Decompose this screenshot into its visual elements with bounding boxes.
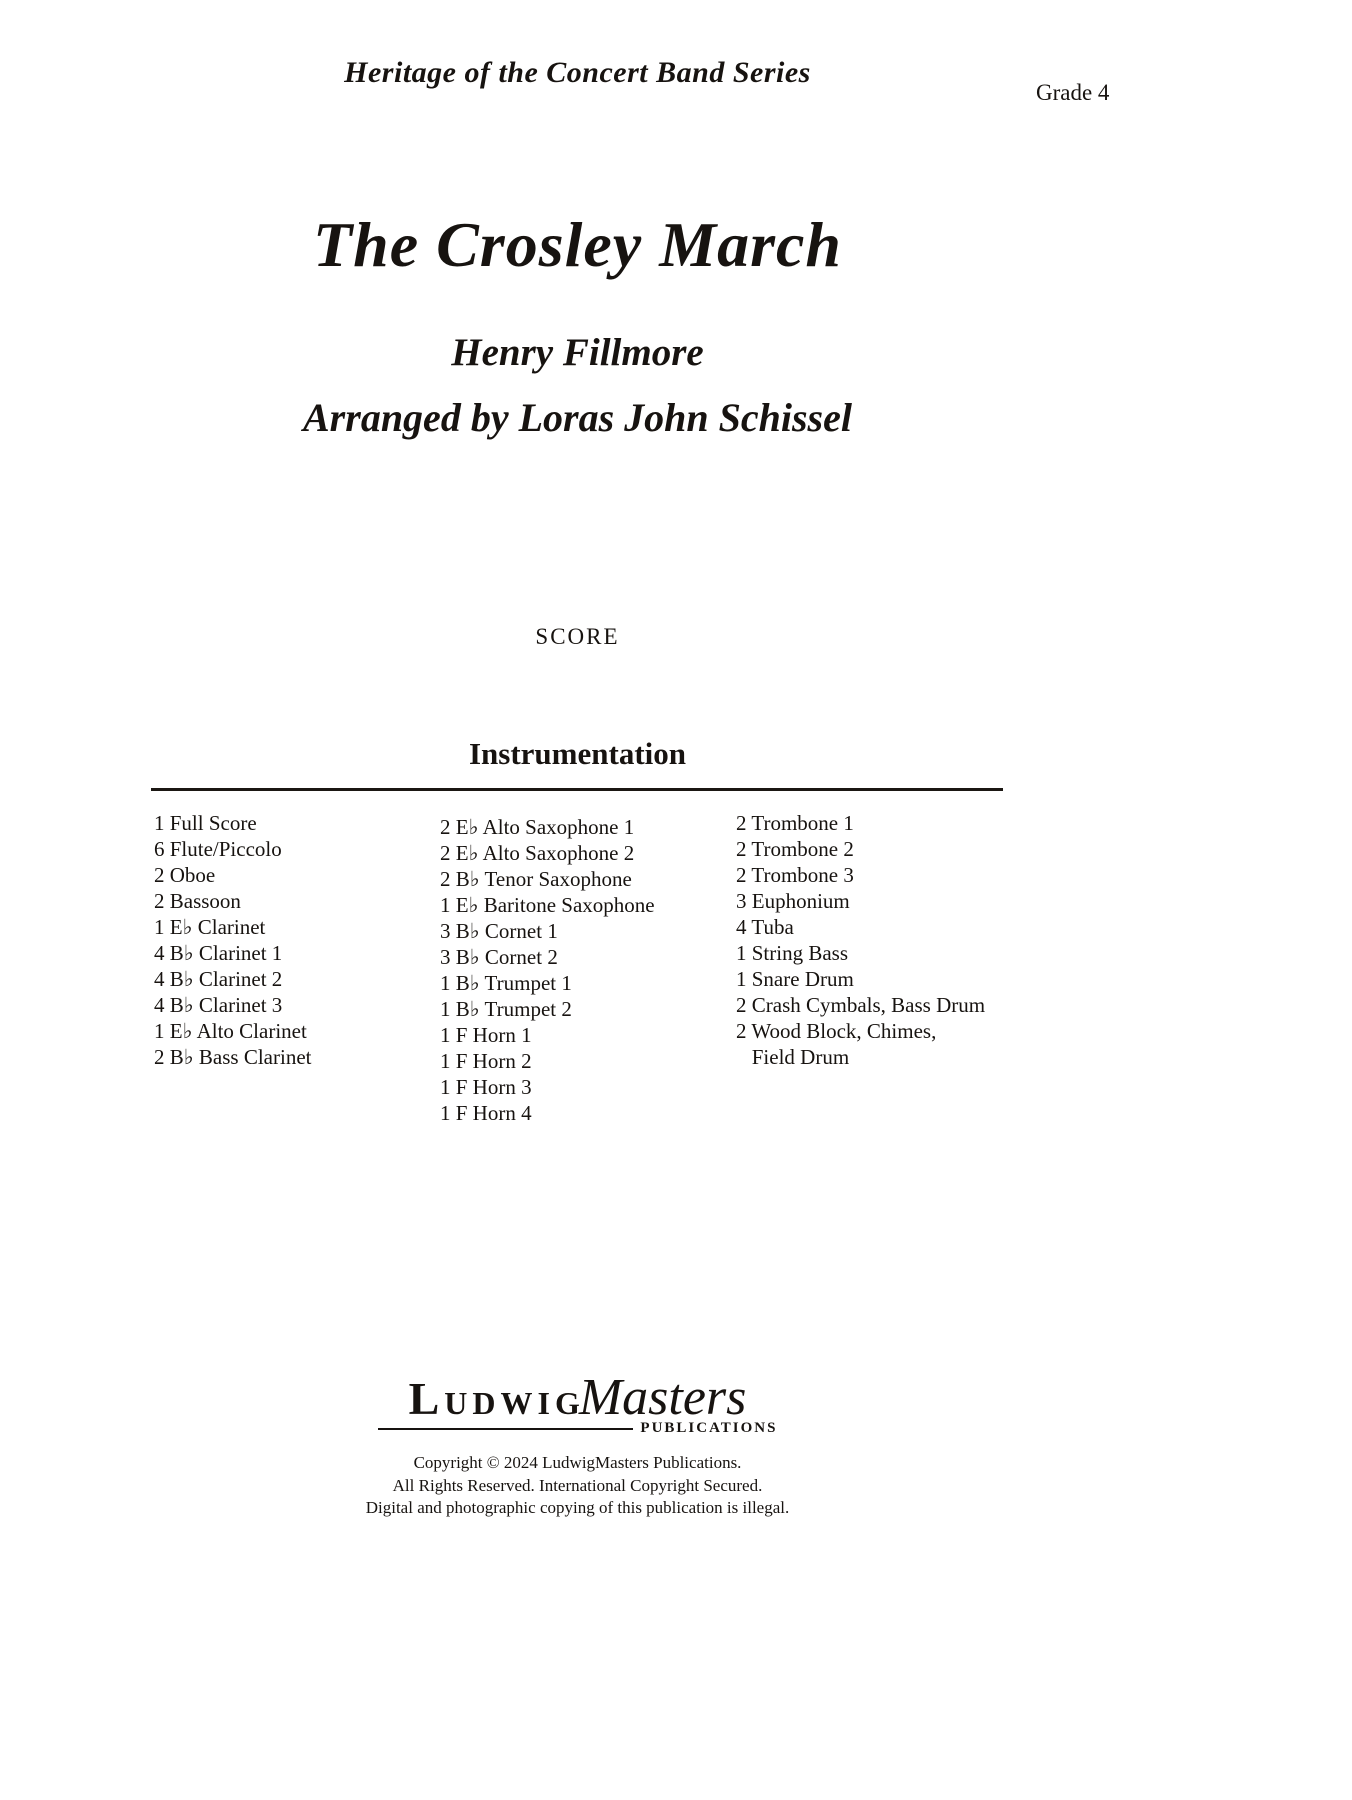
grade-label: Grade 4 — [1036, 80, 1110, 105]
arranger-credit: Arranged by Loras John Schissel — [303, 395, 852, 440]
instrument-line: 1 Snare Drum — [736, 967, 854, 991]
publisher-logo — [150, 1369, 1005, 1437]
instrument-line: 1 Full Score — [154, 811, 257, 835]
piece-title: The Crosley March — [313, 209, 842, 280]
instrument-line: 6 Flute/Piccolo — [154, 837, 282, 861]
instrument-line: 2 Bassoon — [154, 889, 241, 913]
publications-label: PUBLICATIONS — [640, 1420, 778, 1436]
instrument-line: 2 B♭ Tenor Saxophone — [440, 867, 632, 891]
instrument-line: 2 E♭ Alto Saxophone 2 — [440, 841, 635, 865]
publisher-wordmark — [408, 1369, 747, 1426]
instrument-line: 2 Trombone 3 — [736, 863, 854, 887]
instrument-line: 1 E♭ Baritone Saxophone — [440, 893, 655, 917]
copyright-line-1: Copyright © 2024 LudwigMasters Publications. — [413, 1453, 742, 1472]
instrument-line: 4 Tuba — [736, 915, 794, 939]
instrumentation-column-2 — [440, 810, 736, 1126]
instrument-line: 1 F Horn 2 — [440, 1049, 532, 1073]
instrument-line: Field Drum — [736, 1045, 850, 1069]
instrument-line: 1 F Horn 4 — [440, 1101, 532, 1125]
instrument-line: 1 E♭ Alto Clarinet — [154, 1019, 307, 1043]
instrumentation-heading: Instrumentation — [468, 736, 686, 771]
instrument-line: 2 Trombone 2 — [736, 837, 854, 861]
instrument-line: 1 String Bass — [736, 941, 849, 965]
instrument-line: 2 Trombone 1 — [736, 811, 854, 835]
instrumentation-divider-rule — [151, 788, 1003, 791]
instrument-line: 2 E♭ Alto Saxophone 1 — [440, 815, 635, 839]
logo-rule — [378, 1428, 634, 1430]
instrument-line: 3 B♭ Cornet 2 — [440, 945, 558, 969]
instrument-line: 4 B♭ Clarinet 3 — [154, 993, 283, 1017]
logo-masters-text: Masters — [578, 1369, 747, 1426]
instrument-line: 3 B♭ Cornet 1 — [440, 919, 558, 943]
instrumentation-column-1 — [150, 810, 440, 1126]
instrument-line: 1 F Horn 1 — [440, 1023, 532, 1047]
instrument-line: 1 F Horn 3 — [440, 1075, 532, 1099]
instrument-line: 1 B♭ Trumpet 2 — [440, 997, 572, 1021]
instrument-line: 2 B♭ Bass Clarinet — [154, 1045, 312, 1069]
instrument-line: 2 Oboe — [154, 863, 216, 887]
instrumentation-column-3 — [736, 810, 1026, 1126]
copyright-line-2: All Rights Reserved. International Copyright Secured. — [392, 1475, 763, 1495]
composer-name: Henry Fillmore — [451, 331, 704, 374]
score-label: SCORE — [535, 624, 620, 649]
instrument-line: 4 B♭ Clarinet 1 — [154, 941, 283, 965]
instrumentation-columns — [150, 810, 1030, 1126]
instrument-line: 1 B♭ Trumpet 1 — [440, 971, 572, 995]
copyright-line-3: Digital and photographic copying of this publication is illegal. — [365, 1498, 790, 1517]
instrument-line: 3 Euphonium — [736, 889, 850, 913]
copyright-block — [150, 1452, 1005, 1520]
instrument-line: 2 Crash Cymbals, Bass Drum — [736, 993, 986, 1017]
instrument-line: 4 B♭ Clarinet 2 — [154, 967, 283, 991]
instrument-line: 1 E♭ Clarinet — [154, 915, 266, 939]
series-title: Heritage of the Concert Band Series — [344, 56, 811, 89]
logo-ludwig-text: Ludwig — [408, 1373, 585, 1424]
instrument-line: 2 Wood Block, Chimes, — [736, 1019, 937, 1043]
